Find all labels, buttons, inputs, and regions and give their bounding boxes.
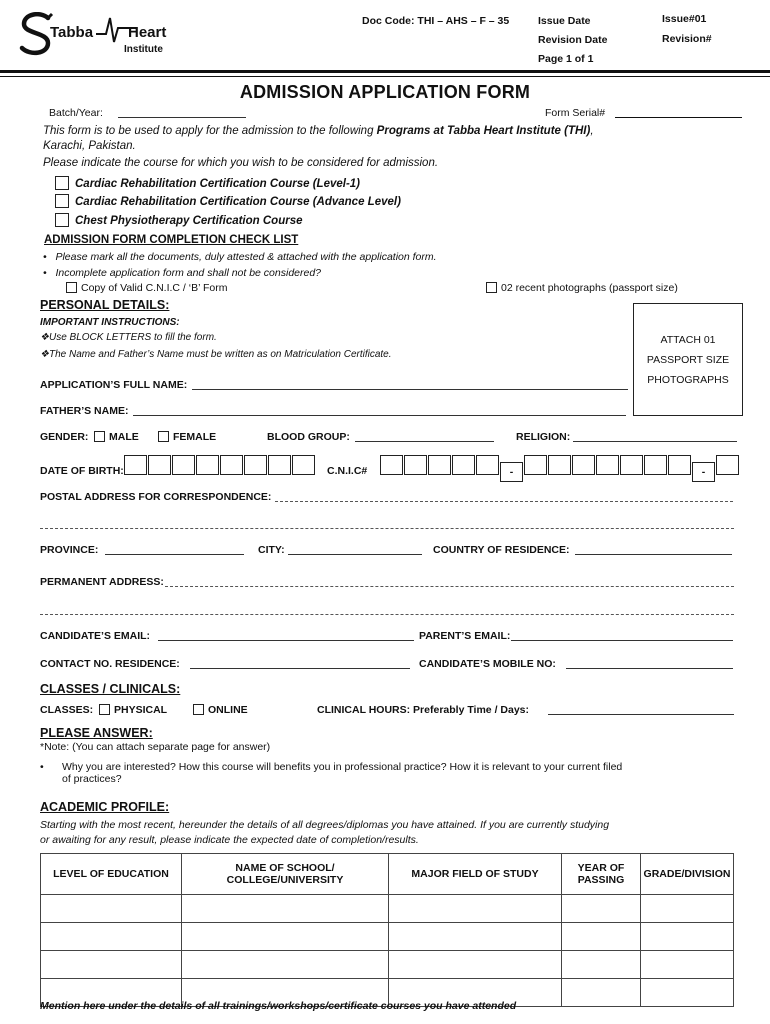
classes-label: CLASSES: (40, 704, 94, 716)
table-cell[interactable] (41, 895, 182, 923)
cnic-dash-2: - (692, 462, 715, 482)
logo-text-tabba: Tabba (50, 24, 94, 41)
revision-date-label: Revision Date (538, 34, 608, 46)
cnic-copy-label: Copy of Valid C.N.I.C / ‘B’ Form (81, 282, 228, 294)
doc-photo-option[interactable] (486, 282, 678, 294)
parent-email-label: PARENT’S EMAIL: (419, 630, 511, 642)
classes-online-option[interactable] (193, 704, 248, 716)
course-option-1[interactable] (55, 176, 360, 190)
photo-line-3: PHOTOGRAPHS (647, 374, 729, 386)
col-major: MAJOR FIELD OF STUDY (389, 854, 562, 895)
form-serial-field[interactable] (615, 107, 742, 118)
contact-residence-label: CONTACT NO. RESIDENCE: (40, 658, 180, 670)
academic-table (40, 853, 734, 1007)
country-label: COUNTRY OF RESIDENCE: (433, 544, 570, 556)
col-school: NAME OF SCHOOL/ COLLEGE/UNIVERSITY (182, 854, 389, 895)
doc-code: Doc Code: THI – AHS – F – 35 (362, 15, 510, 27)
checklist-bullet-1-text: Please mark all the documents, duly attested & attached with the application form. (55, 251, 437, 263)
candidate-email-label: CANDIDATE’S EMAIL: (40, 630, 151, 642)
blood-group-label: BLOOD GROUP: (267, 431, 350, 443)
intro-line-1 (43, 125, 594, 137)
answer-title: PLEASE ANSWER: (40, 726, 153, 740)
table-cell[interactable] (389, 951, 562, 979)
female-checkbox[interactable] (158, 431, 169, 442)
gender-male-option[interactable] (94, 431, 139, 443)
full-name-label: APPLICATION’S FULL NAME: (40, 379, 188, 391)
course-2-label: Cardiac Rehabilitation Certification Course (Advance Level) (75, 196, 401, 208)
female-label: FEMALE (173, 431, 217, 443)
clinical-hours-label: CLINICAL HOURS: Preferably Time / Days: (317, 704, 529, 716)
photo-line-2: PASSPORT SIZE (646, 354, 730, 366)
course-2-checkbox[interactable] (55, 194, 69, 208)
parent-email-field[interactable] (511, 630, 733, 641)
clinical-hours-field[interactable] (548, 704, 734, 715)
physical-checkbox[interactable] (99, 704, 110, 715)
answer-question-line-2: of practices? (62, 773, 122, 785)
city-label: CITY: (258, 544, 285, 556)
batch-year-field[interactable] (118, 107, 246, 118)
table-cell[interactable] (562, 923, 641, 951)
academic-title: ACADEMIC PROFILE: (40, 800, 170, 814)
permanent-address-field[interactable] (165, 576, 734, 587)
intro-line-3: Please indicate the course for which you wish to be considered for admission. (43, 157, 439, 169)
dob-label: DATE OF BIRTH: (40, 465, 124, 477)
cnic-boxes[interactable] (380, 455, 740, 482)
logo-text-institute: Institute (124, 44, 163, 55)
logo (18, 12, 178, 58)
religion-field[interactable] (573, 431, 737, 442)
issue-number: Issue#01 (662, 13, 707, 25)
table-cell[interactable] (182, 923, 389, 951)
candidate-mobile-label: CANDIDATE’S MOBILE NO: (419, 658, 556, 670)
postal-address-line-2[interactable] (40, 528, 734, 529)
photos-label: 02 recent photographs (passport size) (501, 282, 678, 294)
doc-cnic-option[interactable] (66, 282, 227, 294)
academic-header-row (41, 854, 734, 895)
religion-label: RELIGION: (516, 431, 571, 443)
intro-programs: Programs at Tabba Heart Institute (THI) (376, 125, 591, 137)
table-cell[interactable] (41, 951, 182, 979)
table-cell[interactable] (641, 895, 734, 923)
cnic-copy-checkbox[interactable] (66, 282, 77, 293)
photo-box[interactable] (633, 303, 743, 416)
academic-desc-1: Starting with the most recent, hereunder the details of all degrees/diplomas you have attained. If you are currently studying (40, 819, 610, 831)
table-cell[interactable] (41, 923, 182, 951)
city-field[interactable] (288, 544, 422, 555)
instruction-1: ❖Use BLOCK LETTERS to fill the form. (40, 332, 217, 343)
postal-address-field[interactable] (275, 491, 733, 502)
table-cell[interactable] (562, 979, 641, 1007)
male-checkbox[interactable] (94, 431, 105, 442)
logo-text-heart: Heart (128, 24, 167, 41)
col-grade: GRADE/DIVISION (641, 854, 734, 895)
course-3-checkbox[interactable] (55, 213, 69, 227)
classes-title: CLASSES / CLINICALS: (40, 682, 181, 696)
blood-group-field[interactable] (355, 431, 494, 442)
province-field[interactable] (105, 544, 244, 555)
col-year: YEAR OF PASSING (562, 854, 641, 895)
course-1-checkbox[interactable] (55, 176, 69, 190)
online-checkbox[interactable] (193, 704, 204, 715)
checklist-title: ADMISSION FORM COMPLETION CHECK LIST (44, 234, 299, 246)
table-cell[interactable] (562, 895, 641, 923)
intro-text: This form is to be used to apply for the admission to the following (43, 125, 377, 137)
full-name-field[interactable] (192, 379, 628, 390)
cnic-dash-1: - (500, 462, 523, 482)
answer-question: • Why you are interested? How this course will benefits you in professional practice? How it is relevant to your current filed of practices? (40, 761, 623, 785)
header-divider (0, 70, 770, 73)
footer-note: Mention here under the details of all trainings/workshops/certificate courses you have attended (40, 1000, 517, 1012)
table-cell[interactable] (389, 895, 562, 923)
form-serial-label: Form Serial# (545, 107, 606, 119)
page-title: ADMISSION APPLICATION FORM (239, 82, 531, 102)
instruction-1-text: Use BLOCK LETTERS to fill the form. (48, 332, 217, 343)
table-row (41, 923, 734, 951)
checklist-bullet-2: • Incomplete application form and shall not be considered? (43, 267, 322, 279)
country-field[interactable] (575, 544, 732, 555)
page-number: Page 1 of 1 (538, 53, 594, 65)
batch-year-label: Batch/Year: (49, 107, 103, 119)
cnic-label: C.N.I.C# (327, 465, 368, 477)
dob-boxes[interactable] (124, 455, 316, 478)
table-row (41, 951, 734, 979)
intro-comma: , (590, 125, 594, 137)
physical-label: PHYSICAL (114, 704, 168, 716)
instruction-2: ❖The Name and Father’s Name must be written as on Matriculation Certificate. (40, 349, 392, 360)
table-cell[interactable] (641, 979, 734, 1007)
table-cell[interactable] (182, 951, 389, 979)
table-row (41, 895, 734, 923)
male-label: MALE (109, 431, 139, 443)
course-option-2[interactable] (55, 194, 401, 208)
personal-details-title: PERSONAL DETAILS: (40, 298, 170, 312)
table-cell[interactable] (389, 923, 562, 951)
col-level: LEVEL OF EDUCATION (41, 854, 182, 895)
checklist-bullet-2-text: Incomplete application form and shall not be considered? (55, 267, 322, 279)
province-label: PROVINCE: (40, 544, 99, 556)
header-divider-thin (0, 76, 770, 77)
photos-checkbox[interactable] (486, 282, 497, 293)
candidate-email-field[interactable] (158, 630, 414, 641)
answer-note: *Note: (You can attach separate page for answer) (40, 741, 271, 753)
permanent-address-line-2[interactable] (40, 614, 734, 615)
table-cell[interactable] (641, 951, 734, 979)
checklist-bullet-1: • Please mark all the documents, duly attested & attached with the application form. (43, 251, 437, 263)
candidate-mobile-field[interactable] (566, 658, 733, 669)
gender-female-option[interactable] (158, 431, 216, 443)
instructions-title: IMPORTANT INSTRUCTIONS: (40, 317, 180, 328)
permanent-address-label: PERMANENT ADDRESS: (40, 576, 164, 588)
gender-label: GENDER: (40, 431, 89, 443)
instruction-2-text: The Name and Father’s Name must be written as on Matriculation Certificate. (48, 349, 392, 360)
classes-physical-option[interactable] (99, 704, 167, 716)
father-name-field[interactable] (133, 405, 626, 416)
table-cell[interactable] (182, 895, 389, 923)
table-cell[interactable] (641, 923, 734, 951)
contact-residence-field[interactable] (190, 658, 410, 669)
online-label: ONLINE (208, 704, 248, 716)
course-option-3[interactable] (55, 213, 303, 227)
photo-line-1: ATTACH 01 (660, 334, 716, 346)
answer-question-line-1: Why you are interested? How this course will benefits you in professional practice? How it is relevant to your current filed (62, 761, 623, 773)
intro-line-2: Karachi, Pakistan. (43, 140, 136, 152)
father-name-label: FATHER’S NAME: (40, 405, 129, 417)
revision-number: Revision# (662, 33, 712, 45)
table-cell[interactable] (562, 951, 641, 979)
course-3-label: Chest Physiotherapy Certification Course (75, 215, 303, 227)
course-1-label: Cardiac Rehabilitation Certification Course (Level-1) (75, 178, 361, 190)
issue-date-label: Issue Date (538, 15, 591, 27)
postal-address-label: POSTAL ADDRESS FOR CORRESPONDENCE: (40, 491, 272, 503)
academic-desc-2: or awaiting for any result, please indicate the expected date of completion/results. (40, 834, 419, 846)
